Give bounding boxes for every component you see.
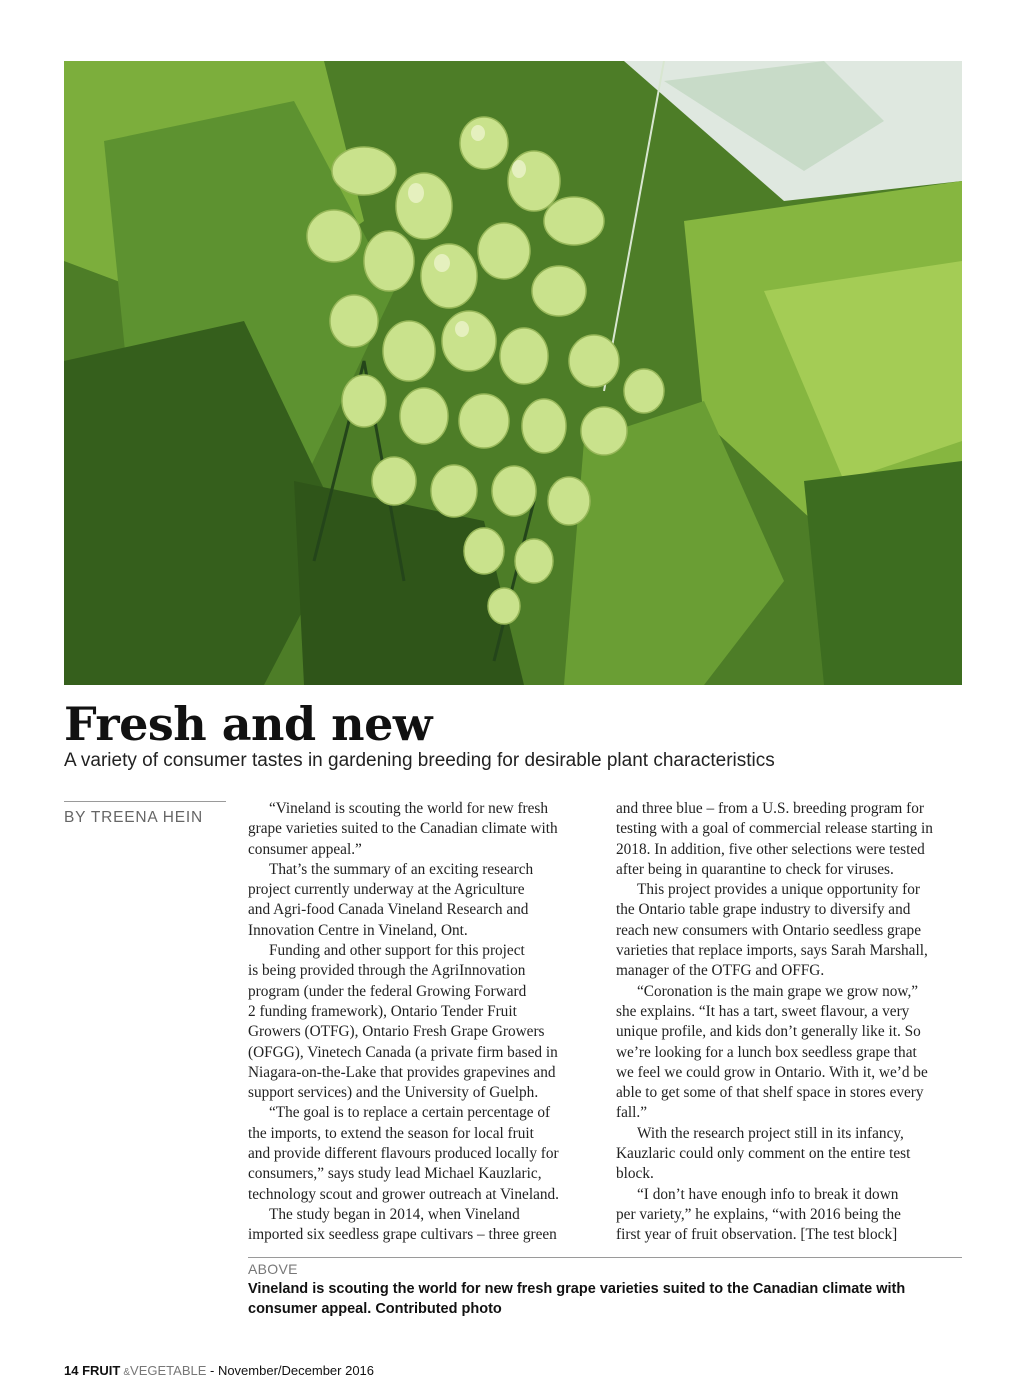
body-line: “The goal is to replace a certain percentage of — [269, 1104, 551, 1122]
grape-photo-illustration — [64, 61, 962, 685]
magazine-name-ampersand: & — [123, 1367, 131, 1378]
body-paragraph — [248, 941, 596, 1103]
body-column-2 — [616, 799, 964, 1246]
body-paragraph — [248, 860, 596, 941]
grape-cluster-photo — [64, 61, 962, 685]
body-line: she explains. “It has a tart, sweet flavour, a very — [616, 1002, 910, 1020]
photo-caption: Vineland is scouting the world for new fresh grape varieties suited to the Canadian climate with consumer appeal. Contributed photo — [248, 1281, 906, 1317]
body-line: With the research project still in its infancy, — [637, 1124, 904, 1142]
body-line: testing with a goal of commercial release starting in — [616, 820, 933, 838]
body-line: The study began in 2014, when Vineland — [269, 1205, 520, 1223]
body-line: is being provided through the AgriInnovation — [248, 962, 526, 980]
body-line: varieties that replace imports, says Sarah Marshall, — [616, 942, 928, 960]
body-line: project currently underway at the Agriculture — [248, 881, 525, 899]
body-line: first year of fruit observation. [The test block] — [616, 1226, 898, 1244]
page-number: 14 — [64, 1363, 79, 1378]
body-line: imported six seedless grape cultivars – three green — [248, 1226, 557, 1244]
body-line: 2018. In addition, five other selections were tested — [616, 840, 925, 858]
body-line: unique profile, and kids don’t generally like it. So — [616, 1023, 921, 1041]
body-line: technology scout and grower outreach at Vineland. — [248, 1185, 560, 1203]
body-line: 2 funding framework), Ontario Tender Fruit — [248, 1002, 517, 1020]
article-byline: BY TREENA HEIN — [64, 809, 203, 826]
body-paragraph — [616, 880, 964, 981]
body-line: and provide different flavours produced locally for — [248, 1145, 559, 1163]
magazine-name-part1: FRUIT — [82, 1363, 121, 1378]
body-line: consumer appeal.” — [248, 840, 362, 858]
body-line: (OFGG), Vinetech Canada (a private firm based in — [248, 1043, 558, 1061]
body-line: This project provides a unique opportunity for — [637, 881, 920, 899]
body-line: the imports, to extend the season for local fruit — [248, 1124, 534, 1142]
magazine-name-part2: VEGETABLE — [130, 1363, 207, 1378]
body-line: block. — [616, 1165, 654, 1183]
body-line: Growers (OTFG), Ontario Fresh Grape Growers — [248, 1023, 545, 1041]
body-paragraph — [248, 799, 596, 860]
caption-label: ABOVE — [248, 1261, 298, 1277]
body-line: “Vineland is scouting the world for new fresh — [269, 800, 549, 817]
body-paragraph — [616, 1124, 964, 1185]
body-paragraph — [616, 799, 964, 880]
body-line: reach new consumers with Ontario seedless grape — [616, 921, 921, 939]
body-line: per variety,” he explains, “with 2016 being the — [616, 1205, 901, 1223]
article-deck: A variety of consumer tastes in gardening breeding for desirable plant characteristics — [64, 750, 775, 771]
body-line: That’s the summary of an exciting research — [269, 860, 534, 878]
body-line: support services) and the University of Guelph. — [248, 1084, 539, 1102]
body-line: grape varieties suited to the Canadian climate with — [248, 820, 558, 838]
body-column-1 — [248, 799, 596, 1246]
body-line: after being in quarantine to check for viruses. — [616, 860, 894, 878]
body-paragraph — [616, 982, 964, 1124]
byline-divider — [64, 801, 226, 802]
body-line: Niagara-on-the-Lake that provides grapevines and — [248, 1063, 556, 1081]
caption-divider — [248, 1257, 962, 1258]
body-line: Kauzlaric could only comment on the entire test — [616, 1145, 911, 1163]
body-paragraph — [248, 1205, 596, 1246]
body-paragraph — [248, 1103, 596, 1204]
body-line: the Ontario table grape industry to diversify and — [616, 901, 911, 919]
body-line: consumers,” says study lead Michael Kauzlaric, — [248, 1165, 542, 1183]
page-footer — [64, 1363, 374, 1378]
body-line: “I don’t have enough info to break it down — [637, 1185, 899, 1203]
body-line: we feel we could grow in Ontario. With it, we’d be — [616, 1063, 928, 1081]
body-line: Innovation Centre in Vineland, Ont. — [248, 921, 468, 939]
body-line: Funding and other support for this project — [269, 942, 525, 960]
article-headline: Fresh and new — [64, 697, 432, 751]
body-line: we’re looking for a lunch box seedless grape that — [616, 1043, 917, 1061]
body-line: and Agri-food Canada Vineland Research and — [248, 901, 529, 919]
body-paragraph — [616, 1185, 964, 1246]
issue-date: - November/December 2016 — [206, 1363, 375, 1378]
body-line: fall.” — [616, 1104, 647, 1122]
body-line: manager of the OTFG and OFFG. — [616, 962, 825, 980]
body-line: “Coronation is the main grape we grow now,” — [637, 982, 919, 1000]
body-line: and three blue – from a U.S. breeding program for — [616, 800, 924, 817]
body-line: program (under the federal Growing Forward — [248, 982, 527, 1000]
body-line: able to get some of that shelf space in stores every — [616, 1084, 924, 1102]
